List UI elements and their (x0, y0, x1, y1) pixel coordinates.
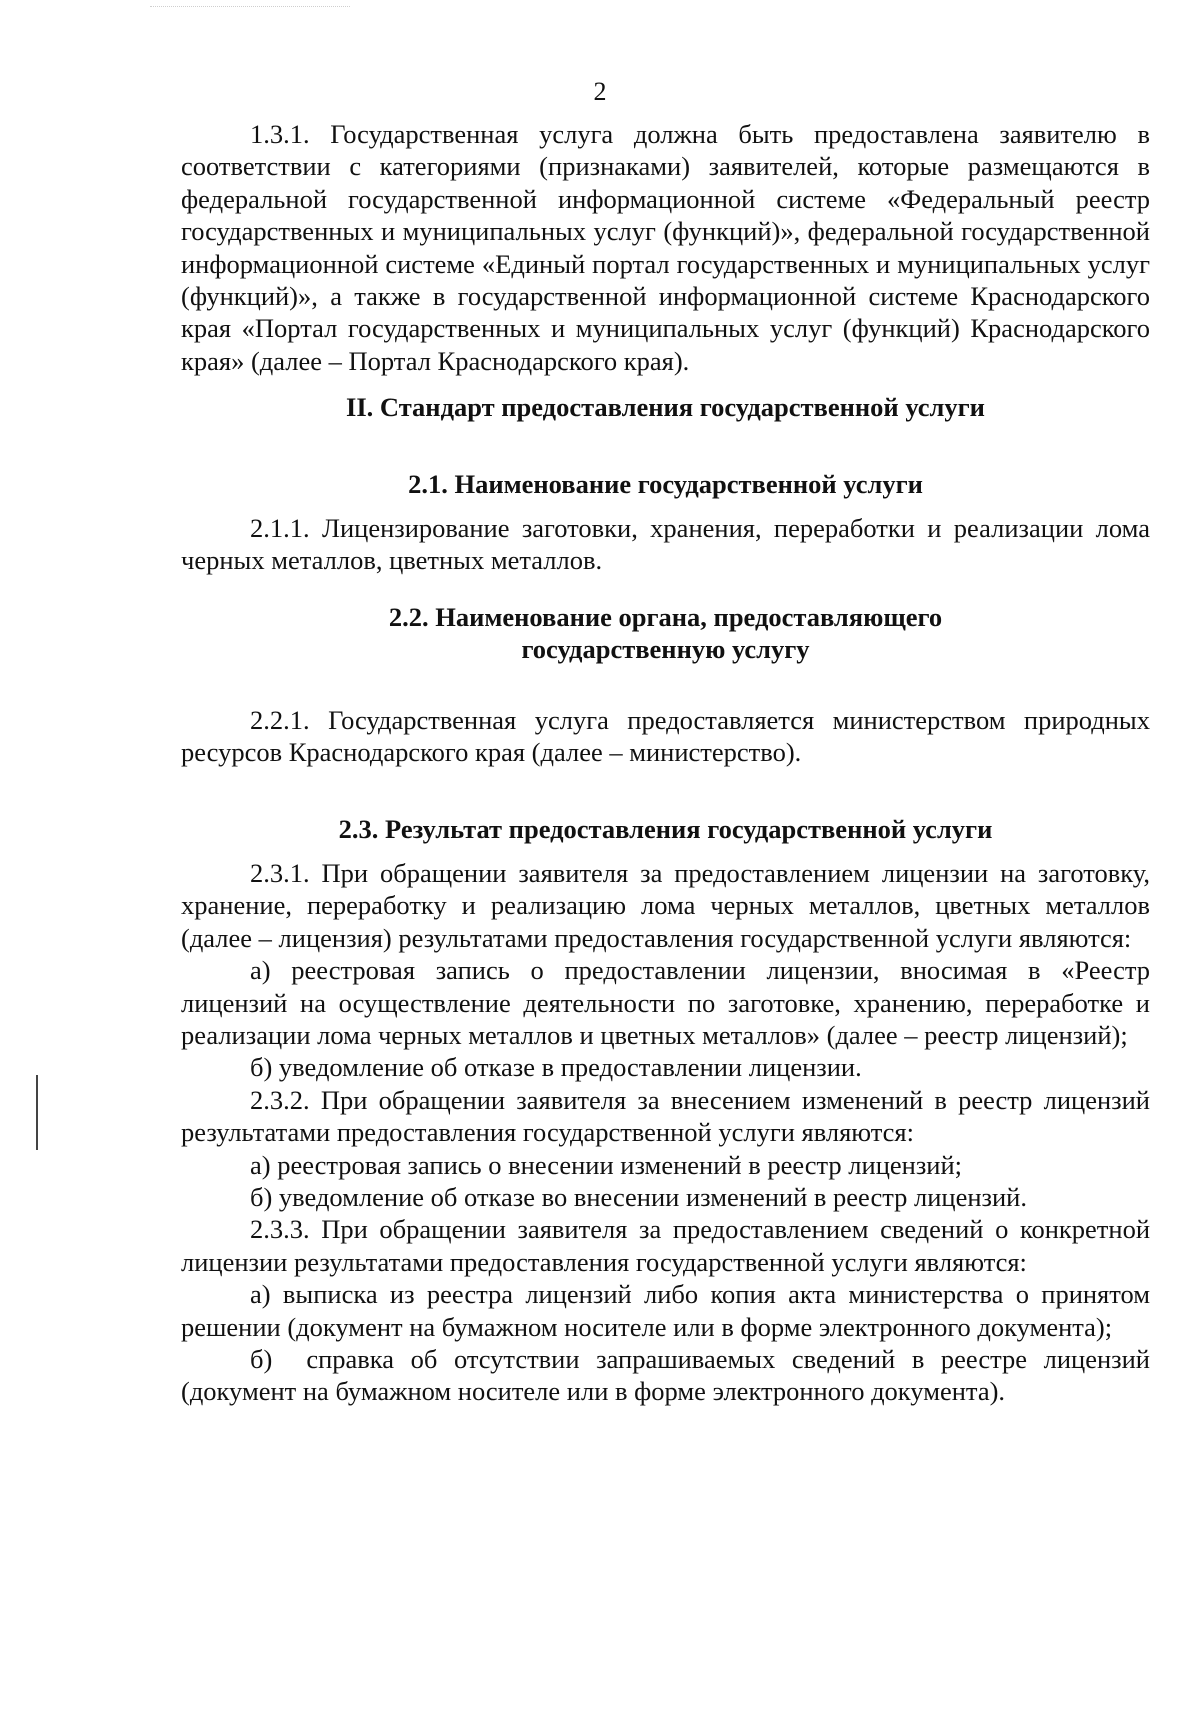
paragraph-2-3-1-b: б) уведомление об отказе в предоставлении лицензии. (250, 1052, 862, 1083)
paragraph-2-3-1-a: а) реестровая запись о предоставлении лицензии, вносимая в «Реестр лицензий на осуществление деятельности по заготовке, хранению, переработке и реализации лома черных металлов и цветных металлов» (далее – реестр лицензий); (181, 955, 1150, 1050)
paragraph-2-3-3-b (181, 1343, 1150, 1408)
heading-2-3: 2.3. Результат предоставления государственной услуги (338, 813, 993, 844)
heading-2-2-line-1: 2.2. Наименование органа, предоставляющего (388, 601, 943, 632)
heading-2-2-line-2: государственную услугу (521, 634, 810, 665)
document-body (181, 118, 1150, 1408)
paragraph-2-1-1: 2.1.1. Лицензирование заготовки, хранения, переработки и реализации лома черных металлов, цветных металлов. (181, 513, 1150, 576)
heading-2-1: 2.1. Наименование государственной услуги (408, 468, 923, 499)
item-label-b: б) (250, 1344, 273, 1374)
section-heading-ii: II. Стандарт предоставления государственной услуги (346, 392, 985, 423)
page-number: 2 (593, 77, 607, 106)
scan-artifact (150, 6, 350, 9)
paragraph-2-3-2-a: а) реестровая запись о внесении изменений в реестр лицензий; (250, 1149, 963, 1180)
paragraph-1-3-1: 1.3.1. Государственная услуга должна быть предоставлена заявителю в соответствии с категориями (признаками) заявителей, которые размещаются в федеральной государственной информационной системе «Федеральный реестр государственных и муниципальных услуг (функций)», федеральной государственной информационной системе «Единый портал государственных и муниципальных услуг (функций)», а также в государственной информационной системе Краснодарского края «Портал государственных и муниципальных услуг (функций) Краснодарского края» (далее – Портал Краснодарского края). (181, 119, 1150, 376)
paragraph-2-3-1: 2.3.1. При обращении заявителя за предоставлением лицензии на заготовку, хранение, переработку и реализацию лома черных металлов, цветных металлов (далее – лицензия) результатами предоставления государственной услуги являются: (181, 857, 1150, 953)
paragraph-2-3-2-b: б) уведомление об отказе во внесении изменений в реестр лицензий. (250, 1181, 1027, 1212)
margin-line-mark (36, 1075, 38, 1150)
paragraph-2-3-3-a: а) выписка из реестра лицензий либо копия акта министерства о принятом решении (документ на бумажном носителе или в форме электронного документа); (181, 1279, 1150, 1342)
paragraph-2-3-3: 2.3.3. При обращении заявителя за предоставлением сведений о конкретной лицензии результатами предоставления государственной услуги являются: (181, 1214, 1150, 1277)
item-text-b: справка об отсутствии запрашиваемых сведений в реестре лицензий (документ на бумажном носителе или в форме электронного документа). (181, 1344, 1150, 1407)
paragraph-2-3-2: 2.3.2. При обращении заявителя за внесением изменений в реестр лицензий результатами предоставления государственной услуги являются: (181, 1084, 1150, 1148)
paragraph-2-2-1: 2.2.1. Государственная услуга предоставляется министерством природных ресурсов Краснодарского края (далее – министерство). (181, 704, 1150, 768)
